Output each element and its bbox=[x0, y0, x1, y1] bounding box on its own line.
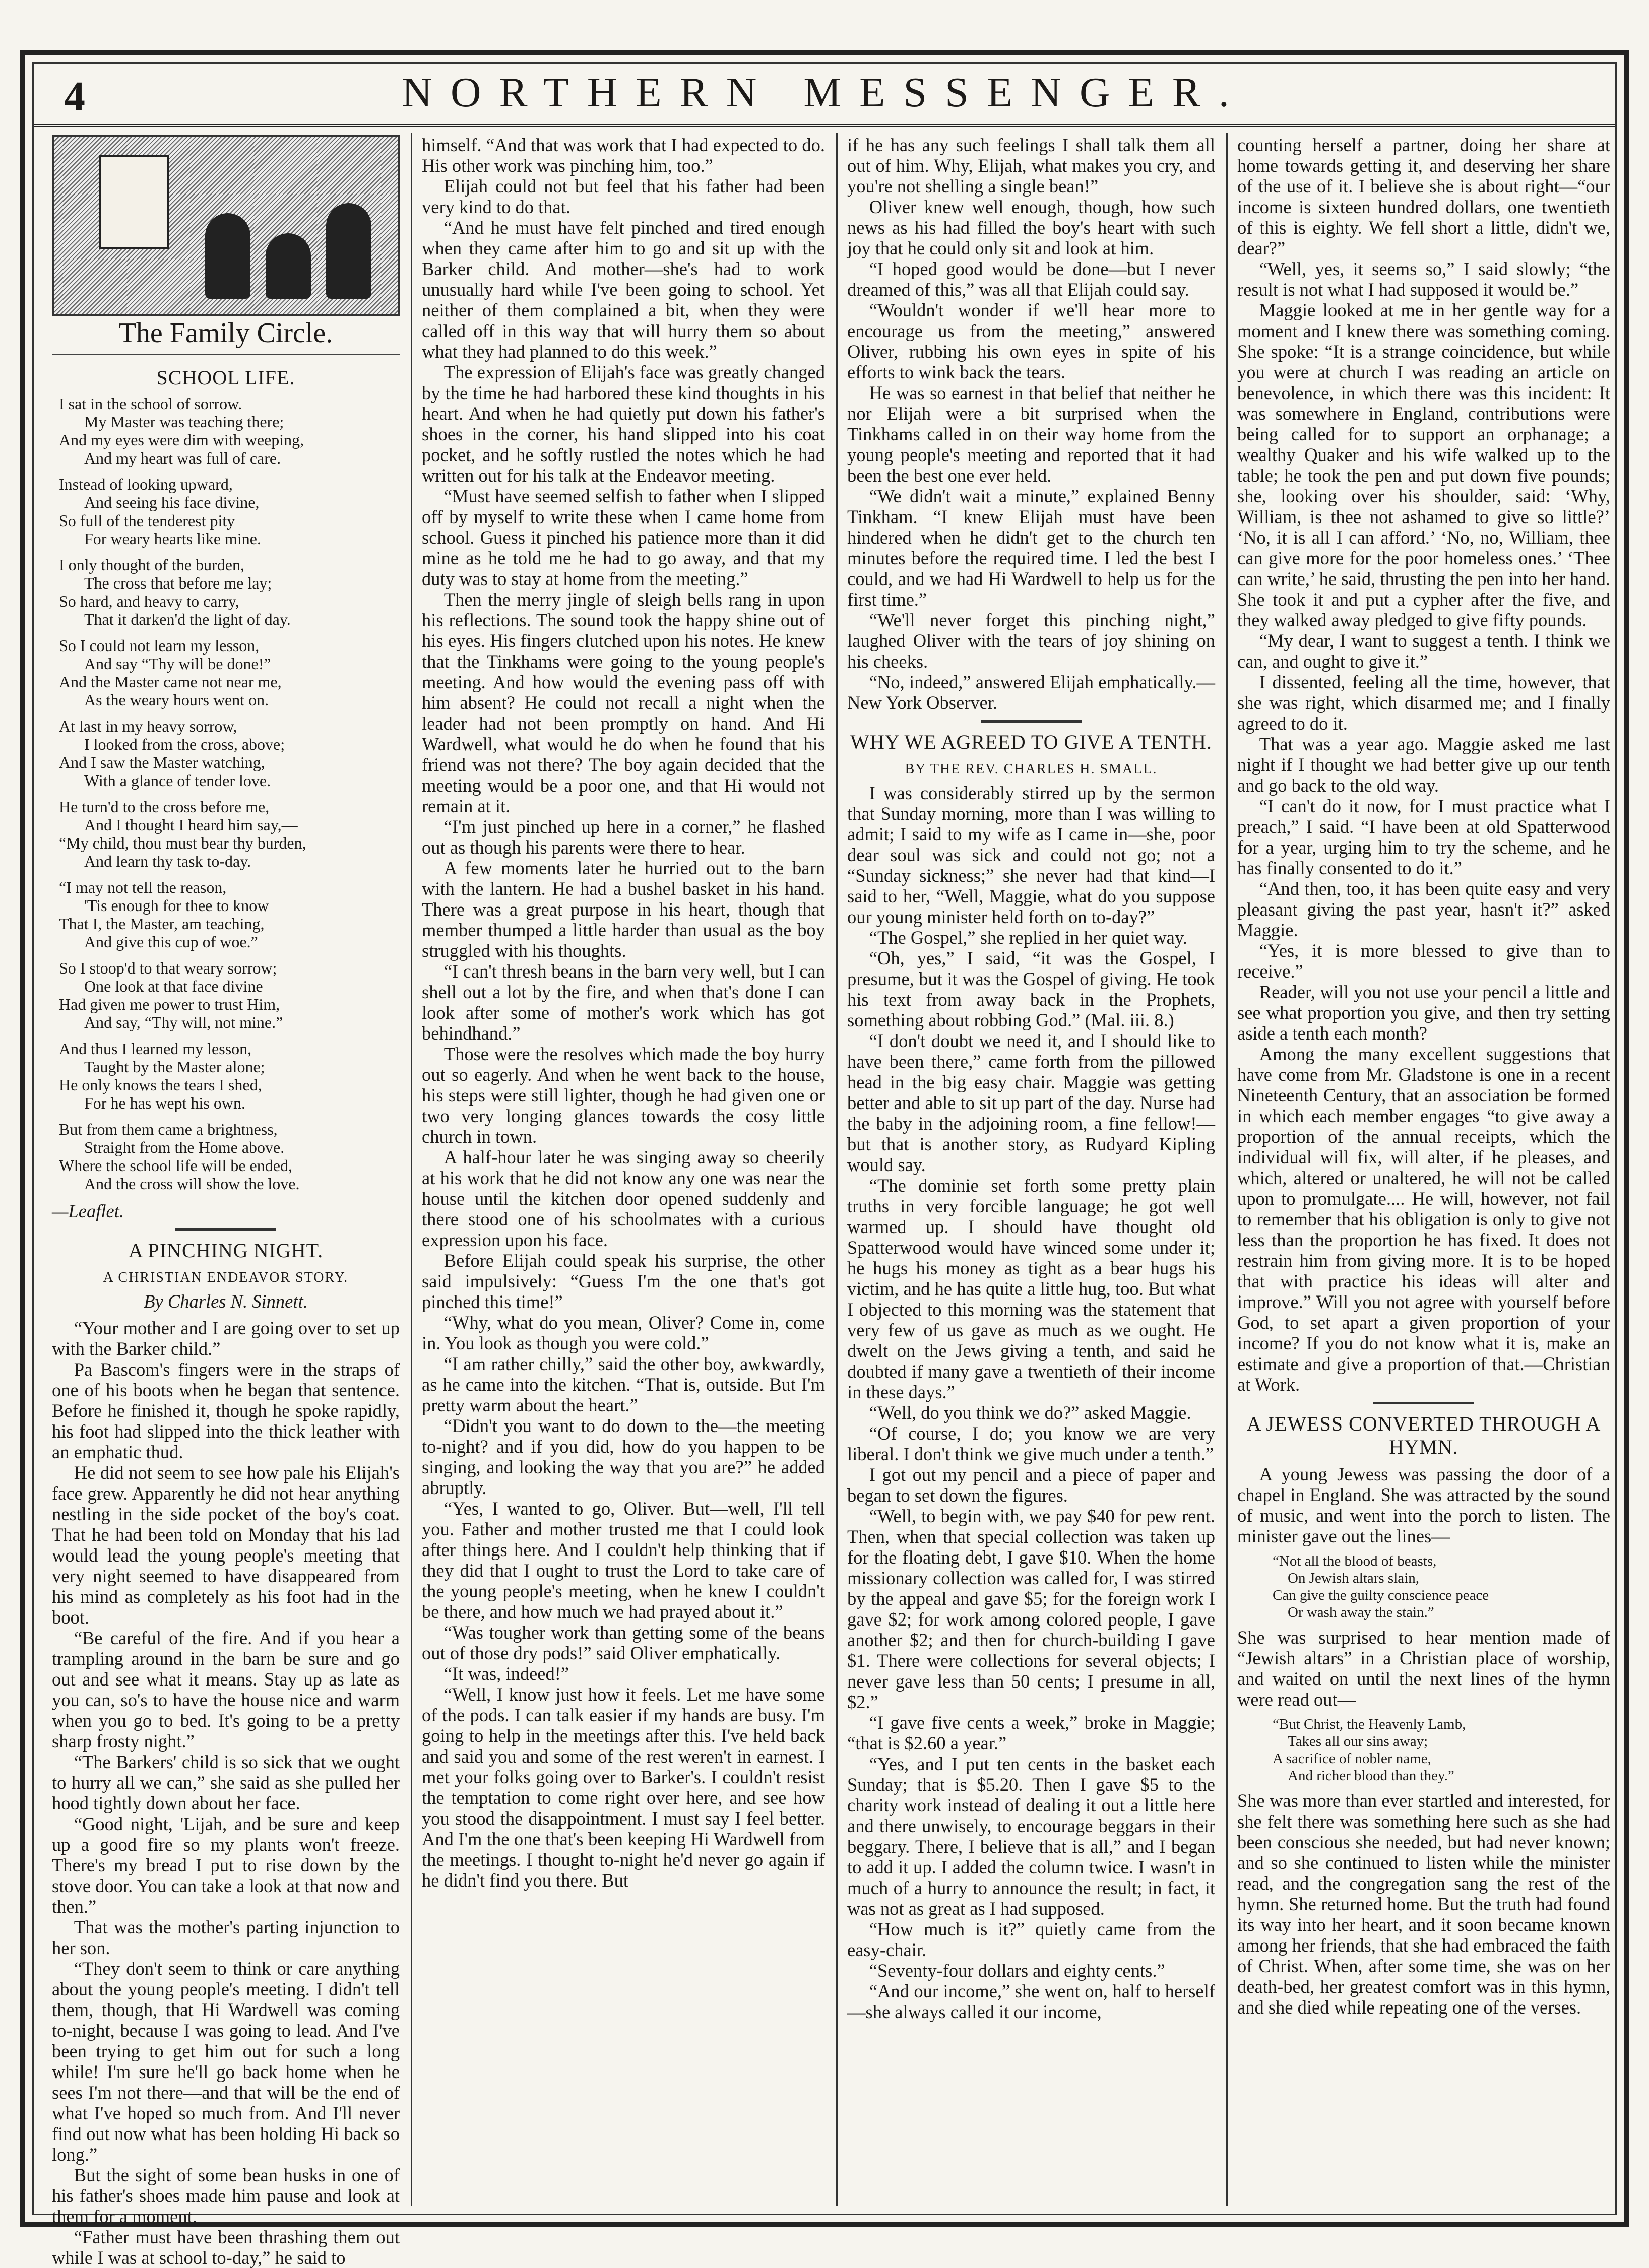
paragraph: “Yes, I wanted to go, Oliver. But—well, I'll tell you. Father and mother trusted me that I could look after things here. And I couldn't help thinking that if they did that I ought to trust the Lord to take care of the young people's meeting, when he knew I couldn't be there, and how much we had prayed about it.” bbox=[422, 1498, 825, 1622]
paragraph: “I hoped good would be done—but I never dreamed of this,” was all that Elijah could say. bbox=[847, 258, 1215, 300]
page-frame bbox=[32, 62, 1617, 2268]
page-number: 4 bbox=[64, 73, 85, 120]
paragraph: “Seventy-four dollars and eighty cents.” bbox=[869, 1960, 1165, 1981]
verse-line: So I stoop'd to that weary sorrow; bbox=[59, 959, 277, 977]
verse-line: That it darken'd the light of day. bbox=[84, 610, 291, 628]
column-rule bbox=[836, 133, 838, 2206]
verse-line: On Jewish altars slain, bbox=[1288, 1570, 1419, 1586]
divider bbox=[1373, 1402, 1474, 1404]
paragraph: counting herself a partner, doing her share at home towards getting it, and deserving her share of the use of it. I believe she is about right—“our income is sixteen hundred dollars, one twentieth of this is eighty. We fell short a little, didn't we, dear?” bbox=[1237, 135, 1610, 258]
verse-line: One look at that face divine bbox=[84, 977, 263, 995]
verse-line: “I may not tell the reason, bbox=[59, 878, 227, 896]
column-1 bbox=[52, 135, 400, 2268]
stanza bbox=[59, 717, 400, 790]
article-body bbox=[847, 783, 1215, 2022]
paragraph: “No, indeed,” answered Elijah emphatically.—New York Observer. bbox=[847, 672, 1215, 713]
poem bbox=[59, 395, 400, 1193]
masthead-bar bbox=[34, 64, 1615, 127]
paragraph: “I gave five cents a week,” broke in Maggie; “that is $2.60 a year.” bbox=[847, 1712, 1215, 1754]
paragraph: “I can't do it now, for I must practice what I preach,” I said. “I have been at old Spatterwood for a year, urging him to try the scheme, and he has finally consented to do it.” bbox=[1237, 796, 1610, 878]
family-circle-woodcut bbox=[52, 135, 400, 316]
paragraph: “I don't doubt we need it, and I should like to have been there,” came forth from the pillowed head in the big easy chair. Maggie was getting better and able to sit up part of the day. Nurse had the baby in the adjoining room, a fine fellow!—but that is another story, as Rudyard Kipling would say. bbox=[847, 1030, 1215, 1175]
verse-line: So full of the tenderest pity bbox=[59, 511, 235, 530]
verse-line: I looked from the cross, above; bbox=[84, 735, 285, 753]
verse-line: For weary hearts like mine. bbox=[84, 530, 261, 548]
verse-line: As the weary hours went on. bbox=[84, 691, 269, 709]
stanza bbox=[59, 395, 400, 467]
verse-line: My Master was teaching there; bbox=[84, 413, 284, 431]
woodcut-figure bbox=[205, 213, 250, 299]
verse-line: Where the school life will be ended, bbox=[59, 1156, 292, 1175]
article-2-body bbox=[1237, 1790, 1610, 2018]
divider bbox=[981, 720, 1082, 723]
paragraph: “And he must have felt pinched and tired enough when they came after him to go and sit up with the Barker child. And mother—she's had to work unusually hard while I've been going to school. Yet neither of them complained a bit, when they were called off in this way that will hurry them so about what they had planned to do this week.” bbox=[422, 217, 825, 362]
stanza bbox=[59, 959, 400, 1031]
paragraph: “Well, I know just how it feels. Let me have some of the pods. I can talk easier if my hands are busy. I'm going to help in the meetings after this. I've held back and said you and some of the rest weren't in earnest. I met your folks going over to Barker's. I couldn't resist the temptation to come right over here, and see how you stood the disappointment. I must say I feel better. And I'm the one that's been keeping Hi Wardwell from the meetings. I thought to-night he'd never go again if he didn't find you there. But bbox=[422, 1684, 825, 1891]
paragraph: He was so earnest in that belief that neither he nor Elijah were a bit surprised when the Tinkhams called in on their way home from the young people's meeting and reported that it had been the best one ever held. bbox=[847, 382, 1215, 486]
hymn-quote bbox=[1273, 1552, 1610, 1621]
verse-line: Straight from the Home above. bbox=[84, 1138, 285, 1156]
verse-line: And learn thy task to-day. bbox=[84, 852, 251, 870]
newspaper-page bbox=[20, 50, 1629, 2268]
verse-line: He only knows the tears I shed, bbox=[59, 1076, 262, 1094]
divider bbox=[52, 354, 400, 355]
paragraph: I dissented, feeling all the time, however, that she was right, which disarmed me; and I finally agreed to do it. bbox=[1237, 672, 1610, 734]
paragraph: Elijah could not but feel that his father had been very kind to do that. bbox=[422, 176, 825, 217]
column-3 bbox=[847, 135, 1215, 2204]
paragraph: A half-hour later he was singing away so cheerily at his work that he did not know any one was near the house until the kitchen door opened suddenly and there stood one of his schoolmates with a curious expression upon his face. bbox=[422, 1147, 825, 1250]
verse-line: Can give the guilty conscience peace bbox=[1273, 1587, 1489, 1603]
verse-line: Or wash away the stain.” bbox=[1288, 1604, 1434, 1621]
article-body-continued bbox=[1237, 135, 1610, 1395]
stanza bbox=[59, 636, 400, 709]
paragraph: “Your mother and I are going over to set up with the Barker child.” bbox=[52, 1318, 400, 1359]
stanza bbox=[59, 556, 400, 628]
woodcut-figure bbox=[326, 203, 371, 299]
verse-line: And give this cup of woe.” bbox=[84, 933, 258, 951]
verse-line: He turn'd to the cross before me, bbox=[59, 798, 270, 816]
verse-line: For he has wept his own. bbox=[84, 1094, 245, 1112]
verse-line: The cross that before me lay; bbox=[84, 574, 272, 592]
hymn-quote bbox=[1273, 1716, 1610, 1784]
paragraph: Before Elijah could speak his surprise, the other said impulsively: “Guess I'm the one that's got pinched this time!” bbox=[422, 1250, 825, 1312]
stanza bbox=[59, 878, 400, 951]
paragraph: Maggie looked at me in her gentle way for a moment and I knew there was something coming. She spoke: “It is a strange coincidence, but while you were at church I was reading an article on benevolence, in which there was this incident: It was somewhere in England, contributions were being called for to support an orphanage; a wealthy Quaker and his wife walked up to the table; he took the pen and put down five pounds; she, looking over his shoulder, said: ‘Why, William, is thee not ashamed to give so little?’ ‘No, it is all I can afford.’ ‘No, no, William, thee can give more for the poor homeless ones.’ ‘Thee can write,’ he said, thrusting the pen into her hand. She took it and put a cypher after the five, and they walked away pledged to give fifty pounds. bbox=[1237, 300, 1610, 630]
verse-line: And say, “Thy will, not mine.” bbox=[84, 1013, 283, 1031]
story-body-continued bbox=[422, 135, 825, 1891]
paragraph: “I can't thresh beans in the barn very well, but I can shell out a lot by the fire, and when that's done I can look after some of mother's work which has got behindhand.” bbox=[422, 961, 825, 1044]
article-byline: BY THE REV. CHARLES H. SMALL. bbox=[905, 761, 1158, 777]
paragraph: “The dominie set forth some pretty plain truths in very forcible language; he got well warmed up. I should have thought old Spatterwood would have winced some under it; he hugs his money as tight as a bear hugs his victim, and he has quite a little hug, too. But what I objected to this morning was the statement that very few of us gave as much as we ought. He dwelt on the Jews giving a tenth, and said he doubted if many gave a twentieth of their income in these days.” bbox=[847, 1175, 1215, 1402]
verse-line: That I, the Master, am teaching, bbox=[59, 915, 265, 933]
paragraph: “Wouldn't wonder if we'll hear more to encourage us from the meeting,” answered Oliver, rubbing his own eyes in spite of his efforts to wink back the tears. bbox=[847, 300, 1215, 382]
article-title-2: A JEWESS CONVERTED THROUGH A HYMN. bbox=[1246, 1412, 1601, 1458]
paragraph: “Didn't you want to do down to the—the meeting to-night? and if you did, how do you happen to be singing, and looking the way that you are?” he added abruptly. bbox=[422, 1415, 825, 1498]
paragraph: “Yes, it is more blessed to give than to receive.” bbox=[1237, 940, 1610, 982]
paragraph: Then the merry jingle of sleigh bells rang in upon his reflections. The sound took the happy shine out of his eyes. His fingers clutched upon his notes. He knew that the Tinkhams were going to the young people's meeting. And how would the evening pass off with him absent? He could not recall a night when the leader had not been promptly on hand. And Hi Wardwell, what would he do when he found that his friend was not there? The boy again decided that the meeting would be a poor one, and that Hi would not remain at it. bbox=[422, 589, 825, 816]
verse-line: And seeing his face divine, bbox=[84, 493, 260, 511]
column-2 bbox=[422, 135, 825, 2204]
paragraph: “And then, too, it has been quite easy and very pleasant giving the past year, hasn't it?” asked Maggie. bbox=[1237, 878, 1610, 940]
story-body-end bbox=[847, 135, 1215, 713]
paragraph: A few moments later he hurried out to the barn with the lantern. He had a bushel basket in his hand. There was a great purpose in his heart, though that member thumped a little harder than usual as the boy struggled with his thoughts. bbox=[422, 858, 825, 961]
paragraph: That was the mother's parting injunction to her son. bbox=[52, 1917, 400, 1958]
woodcut-window bbox=[99, 155, 169, 249]
paragraph: “Of course, I do; you know we are very liberal. I don't think we give much under a tenth.” bbox=[847, 1423, 1215, 1464]
paragraph: “Good night, 'Lijah, and be sure and keep up a good fire so my plants won't freeze. There's my bread I put to rise down by the stove door. You can take a look at that now and then.” bbox=[52, 1813, 400, 1917]
paragraph: “They don't seem to think or care anything about the young people's meeting. I didn't tell them, though, that Hi Wardwell was coming to-night, because I was going to lead. And I've been trying to get him out for such a long while! I'm sure he'll go back home when he sees I'm not there—and that will be the end of what I've hoped so much from. And I'll never find out now what has been holding Hi back so long.” bbox=[52, 1958, 400, 2165]
paragraph: “We didn't wait a minute,” explained Benny Tinkham. “I knew Elijah must have been hindered when he didn't get to the church ten minutes before the required time. I led the best I could, and we had Hi Wardwell to help us for the first time.” bbox=[847, 486, 1215, 610]
paragraph: He did not seem to see how pale his Elijah's face grew. Apparently he did not hear anything nestling in the side pocket of the boy's coat. That he had been told on Monday that his lad would lead the young people's meeting that very night seemed to have disappeared from his mind as completely as his foot had in the boot. bbox=[52, 1462, 400, 1628]
verse-line: A sacrifice of nobler name, bbox=[1273, 1751, 1431, 1767]
verse-line: I sat in the school of sorrow. bbox=[59, 395, 242, 413]
paragraph: I got out my pencil and a piece of paper and began to set down the figures. bbox=[847, 1464, 1215, 1506]
paragraph: She was surprised to hear mention made of “Jewish altars” in a Christian place of worship, and waited on until the next lines of the hymn were read out— bbox=[1237, 1627, 1610, 1710]
verse-line: “Not all the blood of beasts, bbox=[1273, 1553, 1437, 1569]
verse-line: And richer blood than they.” bbox=[1288, 1768, 1454, 1784]
story-byline: By Charles N. Sinnett. bbox=[144, 1291, 308, 1312]
paragraph: “Yes, and I put ten cents in the basket each Sunday; that is $5.20. Then I gave $5 to the charity work instead of dealing it out a little here and there unwisely, to encourage beggars in their beggary. There, I believe that is all,” and I began to add it up. I added the column twice. I wasn't in much of a hurry to announce the result; in fact, it was not as great as I had supposed. bbox=[847, 1754, 1215, 1919]
article-title: WHY WE AGREED TO GIVE A TENTH. bbox=[850, 731, 1212, 753]
paragraph: “And our income,” she went on, half to herself—she always called it our income, bbox=[847, 1981, 1215, 2022]
paragraph: “The Barkers' child is so sick that we ought to hurry all we can,” she said as she pulled her hood tightly down about her face. bbox=[52, 1752, 400, 1813]
verse-line: And thus I learned my lesson, bbox=[59, 1040, 252, 1058]
column-rule bbox=[1226, 133, 1228, 2206]
verse-line: Instead of looking upward, bbox=[59, 475, 233, 493]
verse-line: So hard, and heavy to carry, bbox=[59, 592, 239, 610]
paragraph: Pa Bascom's fingers were in the straps of one of his boots when he began that sentence. Before he finished it, though he spoke rapidly, his foot had slipped into the thick leather with an emphatic thud. bbox=[52, 1359, 400, 1462]
verse-line: Had given me power to trust Him, bbox=[59, 995, 280, 1013]
paragraph: “Why, what do you mean, Oliver? Come in, come in. You look as though you were cold.” bbox=[422, 1312, 825, 1353]
paragraph: himself. “And that was work that I had expected to do. His other work was pinching him, too.” bbox=[422, 135, 825, 176]
columns bbox=[34, 127, 1615, 2268]
paragraph: Among the many excellent suggestions that have come from Mr. Gladstone is one in a recent Nineteenth Century, that an association be formed in which each member engages “to give away a proportion of the annual receipts, which the individual will fix, will alter, if he pleases, and which, altered or unaltered, he will not be called upon to promulgate.... He will, however, not fail to remember that his obligation is only to give not less than the proportion he has fixed. It does not restrain him from giving more. It is to be hoped that with practice his ideas will alter and improve.” Will you not agree with yourself before God, to set apart a given proportion of your income? If you do not know what it is, make an estimate and give a proportion of that.—Christian at Work. bbox=[1237, 1044, 1610, 1395]
verse-line: And I saw the Master watching, bbox=[59, 753, 265, 771]
stanza bbox=[59, 1120, 400, 1193]
paragraph: “Must have seemed selfish to father when I slipped off by myself to write these when I came home from school. Guess it pinched his patience more than it did mine as he told me he had to go away, and that my duty was to stay at home from the meeting.” bbox=[422, 486, 825, 589]
divider bbox=[175, 1228, 276, 1231]
stanza bbox=[59, 798, 400, 870]
paragraph: Reader, will you not use your pencil a little and see what proportion you give, and then try setting aside a tenth each month? bbox=[1237, 982, 1610, 1044]
verse-line: But from them came a brightness, bbox=[59, 1120, 278, 1138]
article-2-body bbox=[1237, 1627, 1610, 1710]
verse-line: And my heart was full of care. bbox=[84, 449, 281, 467]
poem-source: —Leaflet. bbox=[52, 1201, 124, 1221]
column-rule bbox=[411, 133, 412, 2206]
verse-line: Takes all our sins away; bbox=[1288, 1733, 1428, 1749]
verse-line: And the Master came not near me, bbox=[59, 673, 282, 691]
story-title: A PINCHING NIGHT. bbox=[128, 1239, 324, 1262]
story-subtitle: A CHRISTIAN ENDEAVOR STORY. bbox=[103, 1270, 349, 1285]
paragraph: She was more than ever startled and interested, for she felt there was something here such as she had been conscious she needed, but had never known; and so she continued to listen while the minister read, and the congregation sang the rest of the hymn. She returned home. But the truth had found its way into her heart, and it soon became known among her friends, that she had embraced the faith of Christ. When, after some time, she was on her death-bed, her greatest comfort was in this hymn, and she died while repeating one of the verses. bbox=[1237, 1790, 1610, 2018]
verse-line: And my eyes were dim with weeping, bbox=[59, 431, 304, 449]
stanza bbox=[59, 475, 400, 548]
verse-line: And the cross will show the love. bbox=[84, 1175, 300, 1193]
verse-line: With a glance of tender love. bbox=[84, 771, 271, 790]
paragraph: “We'll never forget this pinching night,” laughed Oliver with the tears of joy shining on his cheeks. bbox=[847, 610, 1215, 672]
verse-line: And say “Thy will be done!” bbox=[84, 655, 271, 673]
article-2-body bbox=[1237, 1464, 1610, 1546]
paragraph: But the sight of some bean husks in one of his father's shoes made him pause and look at them for a moment. bbox=[52, 2165, 400, 2227]
paragraph: “Well, to begin with, we pay $40 for pew rent. Then, when that special collection was taken up for the floating debt, I gave $10. When the home missionary collection was called for, I was stirred by the appeal and gave $5; for the foreign work I gave $2; for work among colored people, I gave another $2; and then for church-building I gave $1. There were collections for several objects; I never gave less than 50 cents; I presume in all, $2.” bbox=[847, 1506, 1215, 1712]
poem-title: SCHOOL LIFE. bbox=[156, 366, 295, 389]
verse-line: 'Tis enough for thee to know bbox=[84, 896, 269, 915]
paragraph: “It was, indeed!” bbox=[443, 1663, 569, 1684]
verse-line: So I could not learn my lesson, bbox=[59, 636, 260, 655]
verse-line: And I thought I heard him say,— bbox=[84, 816, 298, 834]
section-heading: The Family Circle. bbox=[118, 317, 333, 349]
paragraph: The expression of Elijah's face was greatly changed by the time he had harbored these kind thoughts in his heart. And when he had quietly put down his father's shoes in the corner, his hand slipped into his coat pocket, and he softly rustled the notes which he had written out for his talk at the Endeavor meeting. bbox=[422, 362, 825, 486]
paragraph: “Be careful of the fire. And if you hear a trampling around in the barn be sure and go out and see what it means. Stay up as late as you can, so's to have the house nice and warm when you go to bed. It's going to be a pretty sharp frosty night.” bbox=[52, 1628, 400, 1752]
paragraph: Those were the resolves which made the boy hurry out so eagerly. And when he went back to the house, his steps were still lighter, though he had given one or two very longing glances towards the cosy little church in town. bbox=[422, 1044, 825, 1147]
masthead-title: NORTHERN MESSENGER. bbox=[402, 69, 1247, 116]
paragraph: “How much is it?” quietly came from the easy-chair. bbox=[847, 1919, 1215, 1960]
paragraph: “I am rather chilly,” said the other boy, awkwardly, as he came into the kitchen. “That is, outside. But I'm pretty warm about the heart.” bbox=[422, 1353, 825, 1415]
stanza bbox=[59, 1040, 400, 1112]
paragraph: That was a year ago. Maggie asked me last night if I thought we had better give up our tenth and go back to the old way. bbox=[1237, 734, 1610, 796]
paragraph: “Well, do you think we do?” asked Maggie. bbox=[869, 1402, 1191, 1423]
verse-line: I only thought of the burden, bbox=[59, 556, 244, 574]
paragraph: “Father must have been thrashing them out while I was at school to-day,” he said to bbox=[52, 2227, 400, 2268]
paragraph: if he has any such feelings I shall talk them all out of him. Why, Elijah, what makes you cry, and you're not shelling a single bean!” bbox=[847, 135, 1215, 197]
woodcut-figure bbox=[266, 233, 311, 299]
paragraph: “The Gospel,” she replied in her quiet way. bbox=[869, 927, 1187, 948]
paragraph: “Oh, yes,” I said, “it was the Gospel, I presume, but it was the Gospel of giving. He took his text from away back in the Prophets, something about robbing God.” (Mal. iii. 8.) bbox=[847, 948, 1215, 1030]
paragraph: I was considerably stirred up by the sermon that Sunday morning, more than I was willing to admit; I said to my wife as I came in—she, poor dear soul was sick and could not go; not a “Sunday sickness;” she never had that kind—I said to her, “Well, Maggie, what do you suppose our young minister held forth on to-day?” bbox=[847, 783, 1215, 927]
verse-line: Taught by the Master alone; bbox=[84, 1058, 265, 1076]
column-4 bbox=[1237, 135, 1610, 2204]
verse-line: “My child, thou must bear thy burden, bbox=[59, 834, 306, 852]
paragraph: “Was tougher work than getting some of the beans out of those dry pods!” said Oliver emphatically. bbox=[422, 1622, 825, 1663]
paragraph: “Well, yes, it seems so,” I said slowly; “the result is not what I had supposed it would be.” bbox=[1237, 258, 1610, 300]
story-body bbox=[52, 1318, 400, 2268]
paragraph: A young Jewess was passing the door of a chapel in England. She was attracted by the sound of music, and went into the porch to listen. The minister gave out the lines— bbox=[1237, 1464, 1610, 1546]
verse-line: “But Christ, the Heavenly Lamb, bbox=[1273, 1716, 1466, 1732]
paragraph: “I'm just pinched up here in a corner,” he flashed out as though his parents were there to hear. bbox=[422, 816, 825, 858]
verse-line: At last in my heavy sorrow, bbox=[59, 717, 237, 735]
paragraph: Oliver knew well enough, though, how such news as his had filled the boy's heart with such joy that he could only sit and look at him. bbox=[847, 197, 1215, 258]
paragraph: “My dear, I want to suggest a tenth. I think we can, and ought to give it.” bbox=[1237, 630, 1610, 672]
